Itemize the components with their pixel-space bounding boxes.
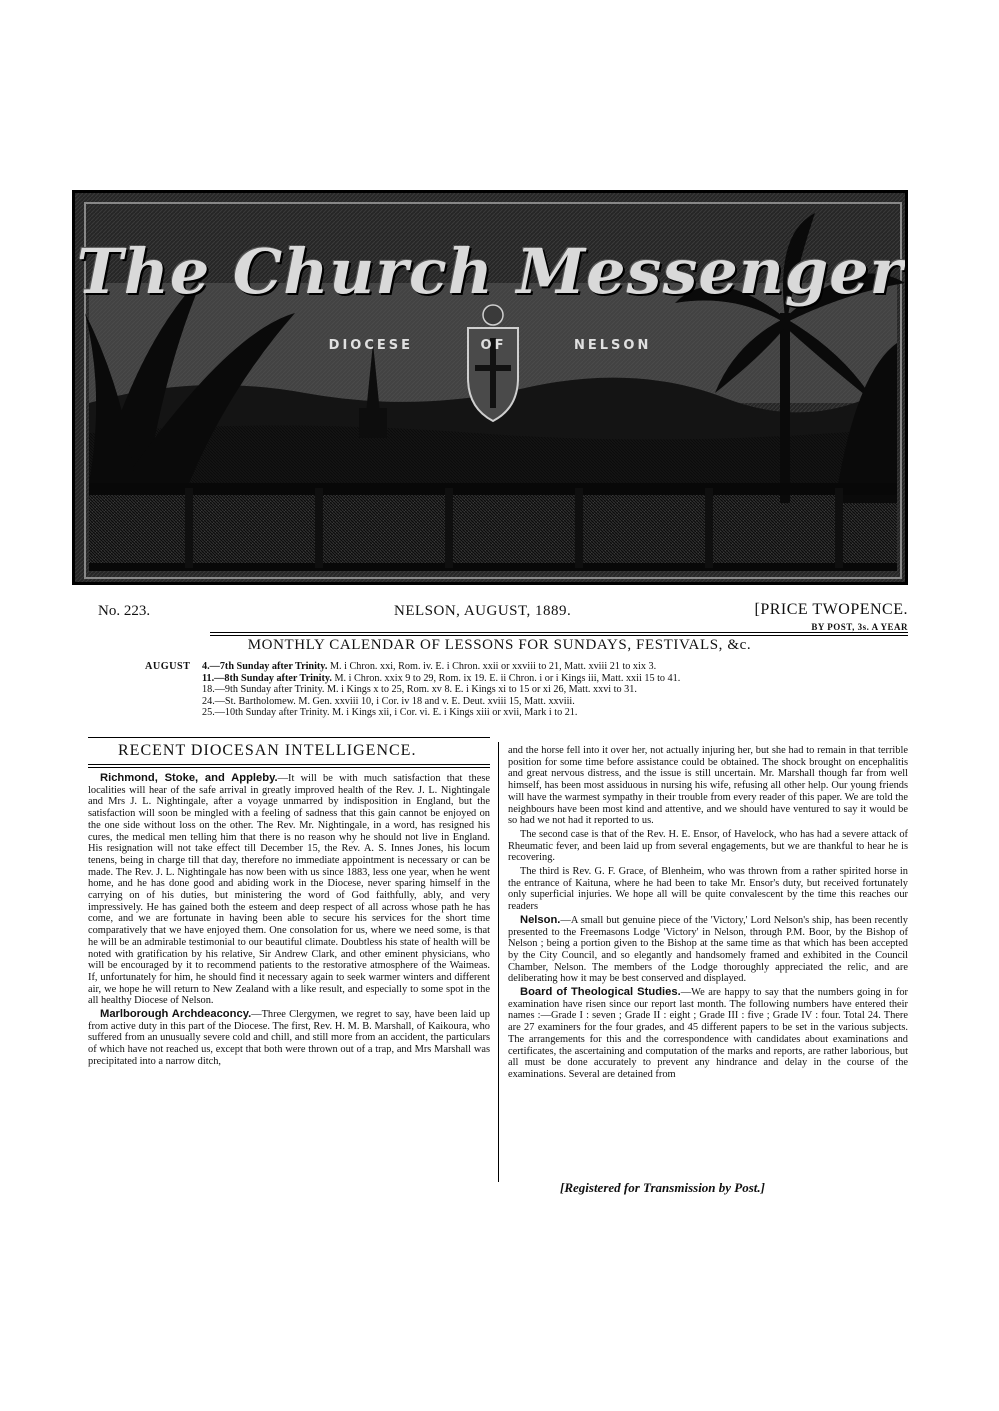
issue-rule: [210, 632, 908, 633]
calendar-lessons: M. i Kings xii, i Cor. vi. E. i Kings xiii or xvii, Mark i to 21.: [332, 707, 578, 719]
calendar-lessons: M. Gen. xxviii 10, i Cor. iv 18 and v. E. Deut. xviii 15, Matt. xxviii.: [298, 695, 575, 707]
calendar-entry: [202, 684, 637, 696]
calendar-entry: [202, 696, 575, 708]
issue-number: No. 223.: [98, 603, 151, 619]
article-text: The second case is that of the Rev. H. E. Ensor, of Havelock, who has had a severe attack of Rheumatic fever, and been laid up from several engagements, but we are thankful to hear he is recovering.: [508, 828, 908, 864]
article-paragraph: [88, 773, 490, 1007]
registered-notice: [Registered for Transmission by Post.]: [560, 1180, 765, 1195]
article-paragraph: [508, 987, 908, 1081]
issue-rule-double: [210, 635, 908, 636]
section-heading: RECENT DIOCESAN INTELLIGENCE.: [118, 742, 417, 759]
article-lead: Board of Theological Studies.: [520, 986, 681, 999]
article-paragraph: [88, 1009, 490, 1068]
calendar-entry: [202, 707, 577, 719]
heading-rule-top: [88, 737, 490, 738]
article-text: and the horse fell into it over her, not actually injuring her, but she had to remain in that terrible position for some time before assistance could be obtained. The shock brought on encephalitis and great nervous distress, and the issue is still uncertain. Mr. Marshall though far from well himself, has been most assiduous in nursing his wife, refusing all other help. Our young friends will have the warmest sympathy in their trouble from every reader of this paper. We are told the neighbours have been most kind and attentive, and we should have ventured to say it would be so had we not had it reported to us.: [508, 745, 908, 827]
calendar-entry: [202, 661, 656, 673]
article-paragraph: [508, 915, 908, 985]
issue-price: [PRICE TWOPENCE.: [754, 601, 908, 618]
calendar-lessons: M. i Kings x to 25, Rom. xv 8. E. i Kings xi to 15 or xi 26, Matt. xxvi to 31.: [327, 684, 637, 696]
calendar-day: 11.—8th Sunday after Trinity.: [202, 672, 332, 684]
article-text: —We are happy to say that the numbers going in for examination have risen since our report last month. The following numbers have entered their names :—Grade I : seven ; Grade II : eight ; Grade III : five ; Grade IV : four. Total 24. There are 27 examiners for the four grades, and 45 different papers to be set in the various subjects. The arrangements for this and the correspondence with candidates about examinations and certificates, the ascertaining and computation of the marks and reports, are rather laborious, but all must be done accurately to prevent any hindrance and delay in the course of the examinations. Several are detained from: [508, 987, 908, 1080]
issue-place-date: NELSON, AUGUST, 1889.: [394, 603, 572, 619]
calendar-entry: [202, 673, 680, 685]
right-column: [508, 745, 908, 1081]
masthead-title: The Church Messenger: [76, 235, 904, 308]
issue-post-price: BY POST, 3s. A YEAR: [811, 622, 908, 632]
column-divider: [498, 742, 499, 1182]
article-lead: Nelson.: [520, 913, 561, 926]
left-column: [88, 773, 490, 1068]
calendar-title: MONTHLY CALENDAR OF LESSONS FOR SUNDAYS, FESTIVALS, &c.: [247, 637, 752, 653]
article-text: —Three Clergymen, we regret to say, have been laid up from active duty in this part of the Diocese. The first, Rev. H. M. B. Marshall, of Kaikoura, who suffered from an unusually severe cold and chill, and still more from an accident, the particulars of which have not reached us, except that both were thrown out of a trap, and Mrs Marshall was precipitated into a narrow ditch,: [88, 1009, 490, 1067]
calendar-day: 25.—10th Sunday after Trinity.: [202, 707, 330, 719]
article-text: —A small but genuine piece of the 'Victory,' Lord Nelson's ship, has been recently presented to the Freemasons Lodge 'Victory' in Nelson, through P.M. Boor, by the Bishop of Nelson ; being a portion given to the Bishop at the same time as that which has been accepted by the City Council, and so elegantly and handsomely framed and exhibited in the Council Chamber, Nelson. The members of the Lodge thoroughly appreciated the relic, and are deliberating how it may be best conserved and displayed.: [508, 914, 908, 985]
calendar-lessons: M. i Chron. xxix 9 to 29, Rom. ix 19. E. ii Chron. i or i Kings iii, Matt. xxii 15 to 41.: [334, 672, 681, 684]
masthead-engraving: [72, 190, 908, 585]
heading-rule-bottom: [88, 764, 490, 765]
article-paragraph: [508, 745, 908, 827]
issue-line: [98, 601, 908, 632]
article-paragraph: [508, 829, 908, 864]
article-lead: Richmond, Stoke, and Appleby.: [100, 772, 278, 784]
article-text: The third is Rev. G. F. Grace, of Blenheim, who was thrown from a rather spirited horse in the entrance of Kaituna, where he had been to take Mr. Ensor's duty, but received fortunately only superficial injuries. We hope all will be quite convalescent by the time this reaches our readers: [508, 866, 908, 913]
calendar-day: 18.—9th Sunday after Trinity.: [202, 684, 325, 696]
diocese-right: OF NELSON: [480, 338, 652, 353]
calendar-lessons: M. i Chron. xxi, Rom. iv. E. i Chron. xxii or xxviii to 21, Matt. xviii 21 to xix 3.: [329, 661, 657, 672]
calendar-day: 4.—7th Sunday after Trinity.: [202, 661, 328, 672]
article-text: —It will be with much satisfaction that these localities will hear of the safe arrival in greatly improved health of the Rev. J. L. Nightingale and Mrs J. L. Nightingale, after a voyage unmarred by indisposition in England, but the satisfaction will soon be mingled with a feeling of sadness that this gain cannot be enjoyed on the one side without loss on the other. The Rev. Mr. Nightingale, in a word, has resigned his cures, the medical men telling him that there is no reason why he should not live in England. His resignation will not take effect till December 15, the Rev. A. S. Innes Jones, his locum tenens, being in charge till that day, therefore no immediate appointment is necessary or can be made. The Rev. J. L. Nightingale has now been with us since 1883, less one year, when he went home, and he has done good and abiding work in the Diocese, never sparing himself in the carrying on of his duties, but ministering the word of God faithfully, ably, and very impressively. He has gained both the esteem and deep respect of all across whose path he has come, and we are fortunate in having been able to secure his services for the short time comparatively that we have enjoyed them. One consolation for us, where we need some, is that he will be an admirable testimonial to our beautiful climate. Doubtless his state of health will be noted with gratification by his relative, Sir Andrew Clark, and other eminent physicians, who will be encouraged by it to recommend patients to the restorative atmosphere of the Waimeas. If, unfortunately for him, he should find it necessary again to seek warmer winters and different air, we hope he will return to New Zealand with a like result, and especially to some spot in the all healthy Diocese of Nelson.: [88, 773, 490, 1007]
masthead-diocese: [75, 338, 905, 353]
diocese-left: DIOCESE: [328, 338, 413, 353]
heading-rule-bottom-double: [88, 767, 490, 768]
calendar-day: 24.—St. Bartholomew.: [202, 695, 296, 707]
calendar-month: AUGUST: [145, 661, 191, 672]
article-paragraph: [508, 866, 908, 913]
article-lead: Marlborough Archdeaconcy.: [100, 1008, 252, 1021]
